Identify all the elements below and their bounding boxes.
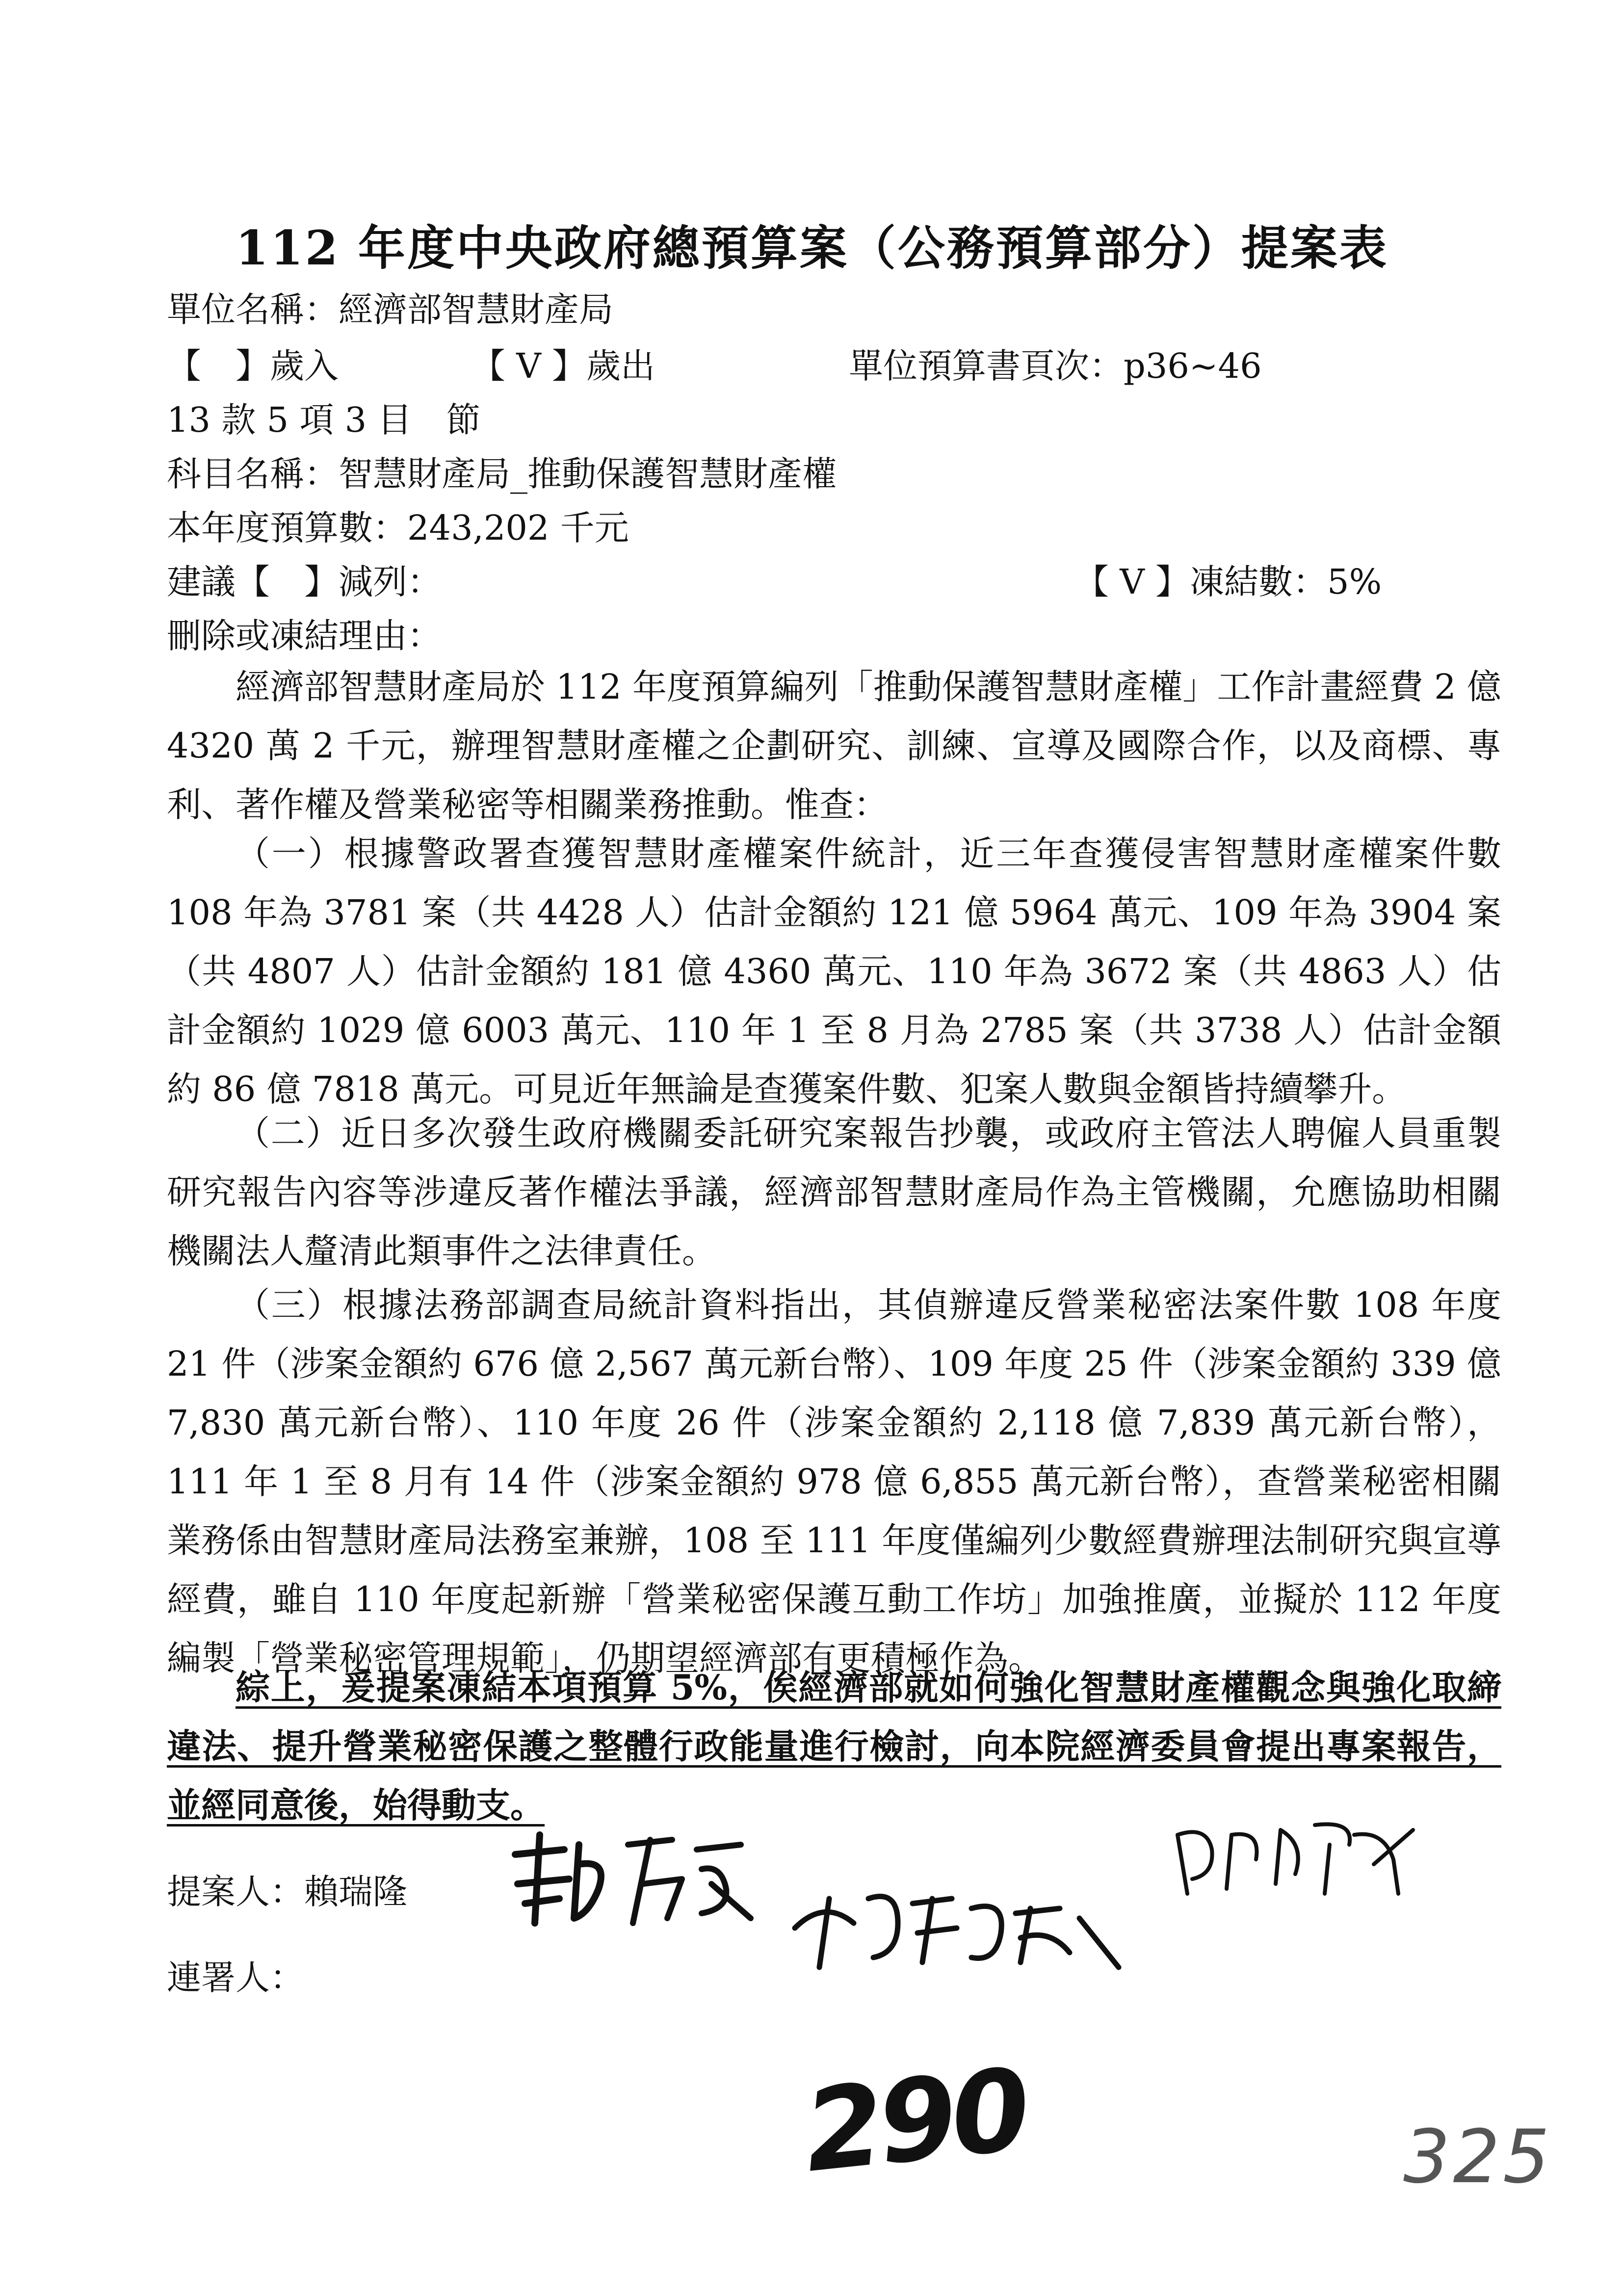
- revenue-checkbox: 【 】歲入: [167, 346, 339, 386]
- budget-amount: 本年度預算數：243,202 千元: [167, 508, 629, 548]
- signature-cosigner-1: [785, 1869, 1128, 1977]
- signature-proposer: [505, 1825, 760, 1933]
- intro-paragraph: 經濟部智慧財產局於 112 年度預算編列「推動保護智慧財產權」工作計畫經費 2 億 4320 萬 2 千元，辦理智慧財產權之企劃研究、訓練、宣導及國際合作，以及商標、專利、著作權及營業秘密等相關業務推動。惟查：: [167, 667, 1501, 825]
- page-number: 325: [1403, 2114, 1553, 2200]
- point-three: （三）根據法務部調查局統計資料指出，其偵辦違反營業秘密法案件數 108 年度 21 件（涉案金額約 676 億 2,567 萬元新台幣）、109 年度 25 件（涉案金額約 339 億 7,830 萬元新台幣）、110 年度 26 件（涉案金額約 2,118 億 7,839 萬元新台幣），111 年 1 至 8 月有 14 件（涉案金額約 978 億 6,855 萬元新台幣），查營業秘密相關業務係由智慧財產局法務室兼辦，108 至 111 年度僅編列少數經費辦理法制研究與宣導經費，雖自 110 年度起新辦「營業秘密保護互動工作坊」加強推廣，並擬於 112 年度編製「營業秘密管理規範」，仍期望經濟部有更積極作為。: [167, 1285, 1501, 1678]
- handwritten-number: 290: [798, 2044, 1032, 2198]
- point-one: （一）根據警政署查獲智慧財產權案件統計，近三年查獲侵害智慧財產權案件數 108 年為 3781 案（共 4428 人）估計金額約 121 億 5964 萬元、109 年為 3904 案（共 4807 人）估計金額約 181 億 4360 萬元、110 年為 3672 案（共 4863 人）估計金額約 1029 億 6003 萬元、110 年 1 至 8 月為 2785 案（共 3738 人）估計金額約 86 億 7818 萬元。可見近年無論是查獲案件數、犯案人數與金額皆持續攀升。: [167, 834, 1501, 1109]
- reason-label: 刪除或凍結理由：: [167, 616, 442, 656]
- freeze-amount: 【 V 】凍結數：5%: [1074, 562, 1382, 602]
- unit-name: 單位名稱：經濟部智慧財產局: [167, 289, 613, 330]
- budget-pages: 單位預算書頁次：p36~46: [849, 346, 1262, 386]
- proposer: 提案人：賴瑞隆: [167, 1872, 407, 1912]
- item-code: 13 款 5 項 3 目 節: [167, 400, 481, 440]
- point-two: （二）近日多次發生政府機關委託研究案報告抄襲，或政府主管法人聘僱人員重製研究報告內容等涉違反著作權法爭議，經濟部智慧財產局作為主管機關，允應協助相關機關法人釐清此類事件之法律責任。: [167, 1113, 1501, 1271]
- conclusion: 綜上，爰提案凍結本項預算 5%，俟經濟部就如何強化智慧財產權觀念與強化取締違法、提升營業秘密保護之整體行政能量進行檢討，向本院經濟委員會提出專案報告，並經同意後，始得動支。: [167, 1667, 1501, 1826]
- signature-cosigner-2: [1168, 1815, 1423, 1904]
- document-title: 112 年度中央政府總預算案（公務預算部分）提案表: [236, 220, 1388, 276]
- subject-name: 科目名稱：智慧財產局_推動保護智慧財產權: [167, 454, 837, 494]
- cosigner-label: 連署人：: [167, 1957, 304, 1998]
- expenditure-checkbox: 【 V 】歲出: [471, 346, 655, 386]
- suggestion-cut: 建議【 】減列：: [167, 562, 442, 602]
